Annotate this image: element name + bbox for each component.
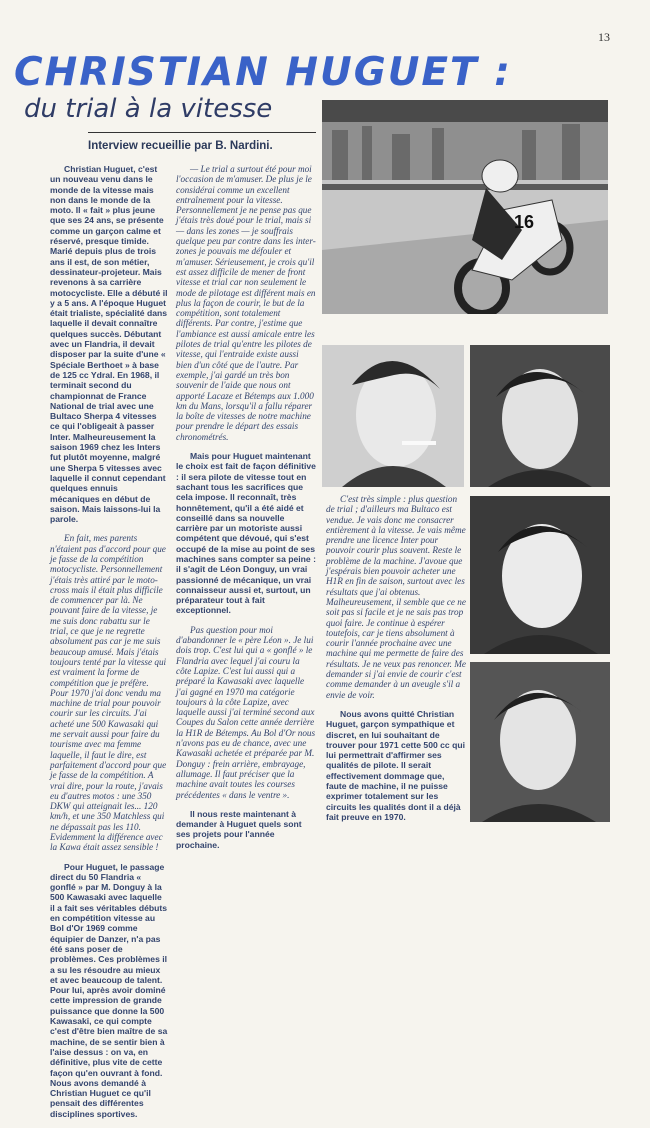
portrait-photo-3 [470, 662, 610, 822]
narrative-paragraph: Il nous reste maintenant à demander à Huguet quels sont ses projets pour l'année prochaine. [176, 808, 302, 850]
page-number: 13 [598, 30, 610, 44]
race-photo [322, 100, 608, 314]
text-column-right [326, 494, 466, 831]
article-title: CHRISTIAN HUGUET : [14, 50, 512, 95]
portrait-photo-1 [470, 345, 610, 487]
race-number: 16 [514, 212, 535, 232]
quote-paragraph: Pas question pour moi d'abandonner le « père Léon ». Je lui dois trop. C'est lui qui a « gonflé » le Flandria avec lequel j'ai couru la côte Lapize. C'est lui aussi qui a préparé la Kawasaki avec laquelle j'ai gagné en 1970 ma catégorie toujours à la côte Lapize, avec laquelle aussi j'ai terminé second aux Coupes du Salon cette année derrière la H1R de Bétemps. Au Bol d'Or nous n'avons pas eu de chance, avec une Kawasaki achetée et préparée par M. Donguy : frein arrière, embrayage, allumage. Il faut préciser que la machine avait toutes les courses précédentes « dans le ventre ». [176, 624, 316, 800]
portrait-photo-smoking [322, 345, 464, 487]
narrative-paragraph: Pour Huguet, le passage direct du 50 Flandria « gonflé » par M. Donguy à la 500 Kawasaki avec laquelle il a fait ses véritables débuts en compétition vitesse au Bol d'Or 1969 comme équipier de Danzer, n'a pas été sans poser de problèmes. Ces problèmes il a su les résoudre au mieux et avec beaucoup de talent. Pour lui, après avoir dominé cette impression de grande puissance que donne la 500 Kawasaki, ce qui compte c'est d'être bien maître de sa machine, de se sentir bien à l'aise dessus : on va, en définitive, plus vite de cette façon qu'en ouvrant à fond. Nous avons demandé à Christian Huguet ce qu'il pensait des différentes disciplines sportives. [50, 861, 168, 1119]
quote-paragraph: En fait, mes parents n'étaient pas d'accord pour que je fasse de la compétition motocycliste. Personnellement j'étais très attiré par le moto-cross mais il était plus difficile de commencer par là. Ne pouvant faire de la vitesse, je me suis donc rabattu sur le trial, ce que je ne regrette absolument pas car je me suis beaucoup amusé. Mais j'étais toujours tenté par la vitesse qui est vraiment la forme de compétition que je préfère. Pour 1970 j'ai donc vendu ma machine de trial pour pouvoir courir sur les circuits. J'ai acheté une 500 Kawasaki qui me servait aussi pour faire du tourisme avec ma femme laquelle, il faut le dire, est parfaitement d'accord pour que je fasse de la compétition. A vrai dire, pour la route, j'avais eu d'autres motos : une 350 DKW qui atteignait les... 120 km/h, et une 350 Matchless qui ne dépassait pas les 110. Evidemment la différence avec la Kawa était assez sensible ! [50, 533, 167, 853]
portrait-photo-2 [470, 496, 610, 654]
title-rule [88, 132, 316, 133]
closing-paragraph: Nous avons quitté Christian Huguet, garçon sympathique et discret, en lui souhaitant de trouver pour 1971 cette 500 cc qui lui permettrait d'affirmer ses qualités de pilote. Il serait effectivement dommage que, faute de machine, il ne puisse exprimer totalement sur les circuits les qualités dont il a déjà fait preuve en 1970. [326, 708, 465, 822]
quote-paragraph: — Le trial a surtout été pour moi l'occasion de m'amuser. De plus je le considérai comme un excellent entraînement pour la vitesse. Personnellement je ne pense pas que j'étais très doué pour le trial, mais si — dans les zones — je souffrais quelque peu par contre dans les inter-zones je pouvais me défouler et m'amuser. Sérieusement, je crois qu'il est assez difficile de mener de front vitesse et trial car non seulement le mode de pilotage est différent mais en plus la façon de courir, le but de la compétition, sont totalement différents. Par contre, j'estime que l'ambiance est aussi amicale entre les pilotes de trial qu'entre les pilotes de vitesse, qui l'entraide existe aussi bien d'un côté que de l'autre. Par exemple, j'ai gardé un très bon souvenir de l'aide que nous ont apporté Lacaze et Bétemps aux 1.000 km du Mans, lorsqu'il a fallu réparer la boîte de vitesses de notre machine pour prendre le départ des essais chronométrés. [176, 164, 316, 442]
text-column-left [50, 164, 168, 1128]
byline: Interview recueillie par B. Nardini. [88, 140, 273, 152]
text-column-middle [176, 164, 316, 859]
intro-paragraph: Christian Huguet, c'est un nouveau venu dans le monde de la vitesse mais non dans le monde de la moto. Il « fait » plus jeune que ses 24 ans, se présente comme un garçon calme et réservé, presque timide. Marié depuis plus de trois ans il est, de son métier, dessinateur-projeteur. Mais revenons à sa carrière motocycliste. Elle a débuté il y a 5 ans. A l'époque Huguet était trialiste, spécialité dans laquelle il devait connaître quelques succès. Débutant avec un Flandria, il devait disposer par la suite d'une « Spéciale Berthoet » à base de 125 cc Ydral. En 1968, il terminait second du championnat de France National de trial avec une Bultaco Sherpa 4 vitesses ce qui l'obligeait à passer Inter. Malheureusement la saison 1969 chez les Inters fut plutôt moyenne, malgré une Sherpa 5 vitesses avec laquelle il connut cependant quelques ennuis mécaniques en début de saison. Mais laissons-lui la parole. [50, 164, 168, 525]
article-subtitle: du trial à la vitesse [24, 94, 273, 124]
narrative-paragraph: Mais pour Huguet maintenant le choix est fait de façon définitive : il sera pilote de vitesse tout en sachant tous les sacrifices que cela impose. Il reconnaît, très honnêtement, qu'il a été aidé et conseillé dans sa nouvelle carrière par un motoriste aussi compétent que dévoué, qui s'est occupé de la mise au point de ses machines sans compter sa peine : il s'agit de Léon Donguy, un vrai passionné de mécanique, un vrai connaisseur aussi et, surtout, un préparateur tout à fait exceptionnel. [176, 451, 316, 616]
quote-paragraph: C'est très simple : plus question de trial ; d'ailleurs ma Bultaco est vendue. Je vais donc me consacrer entièrement à la vitesse. Je vais même prendre une licence Inter pour pouvoir courir plus souvent. Reste le problème de la machine. J'avoue que j'espérais bien pouvoir acheter une H1R en fin de saison, surtout avec les résultats que j'ai obtenus. Malheureusement, il semble que ce ne soit pas si facile et je ne sais pas trop quoi faire. Je continue à espérer toutefois, car je tiens absolument à courir l'année prochaine avec une machine qui me permette de faire des résultats. Je ne veux pas renoncer. Me demander si j'ai envie de courir c'est comme demander à un aveugle s'il a envie de voir. [326, 494, 466, 700]
